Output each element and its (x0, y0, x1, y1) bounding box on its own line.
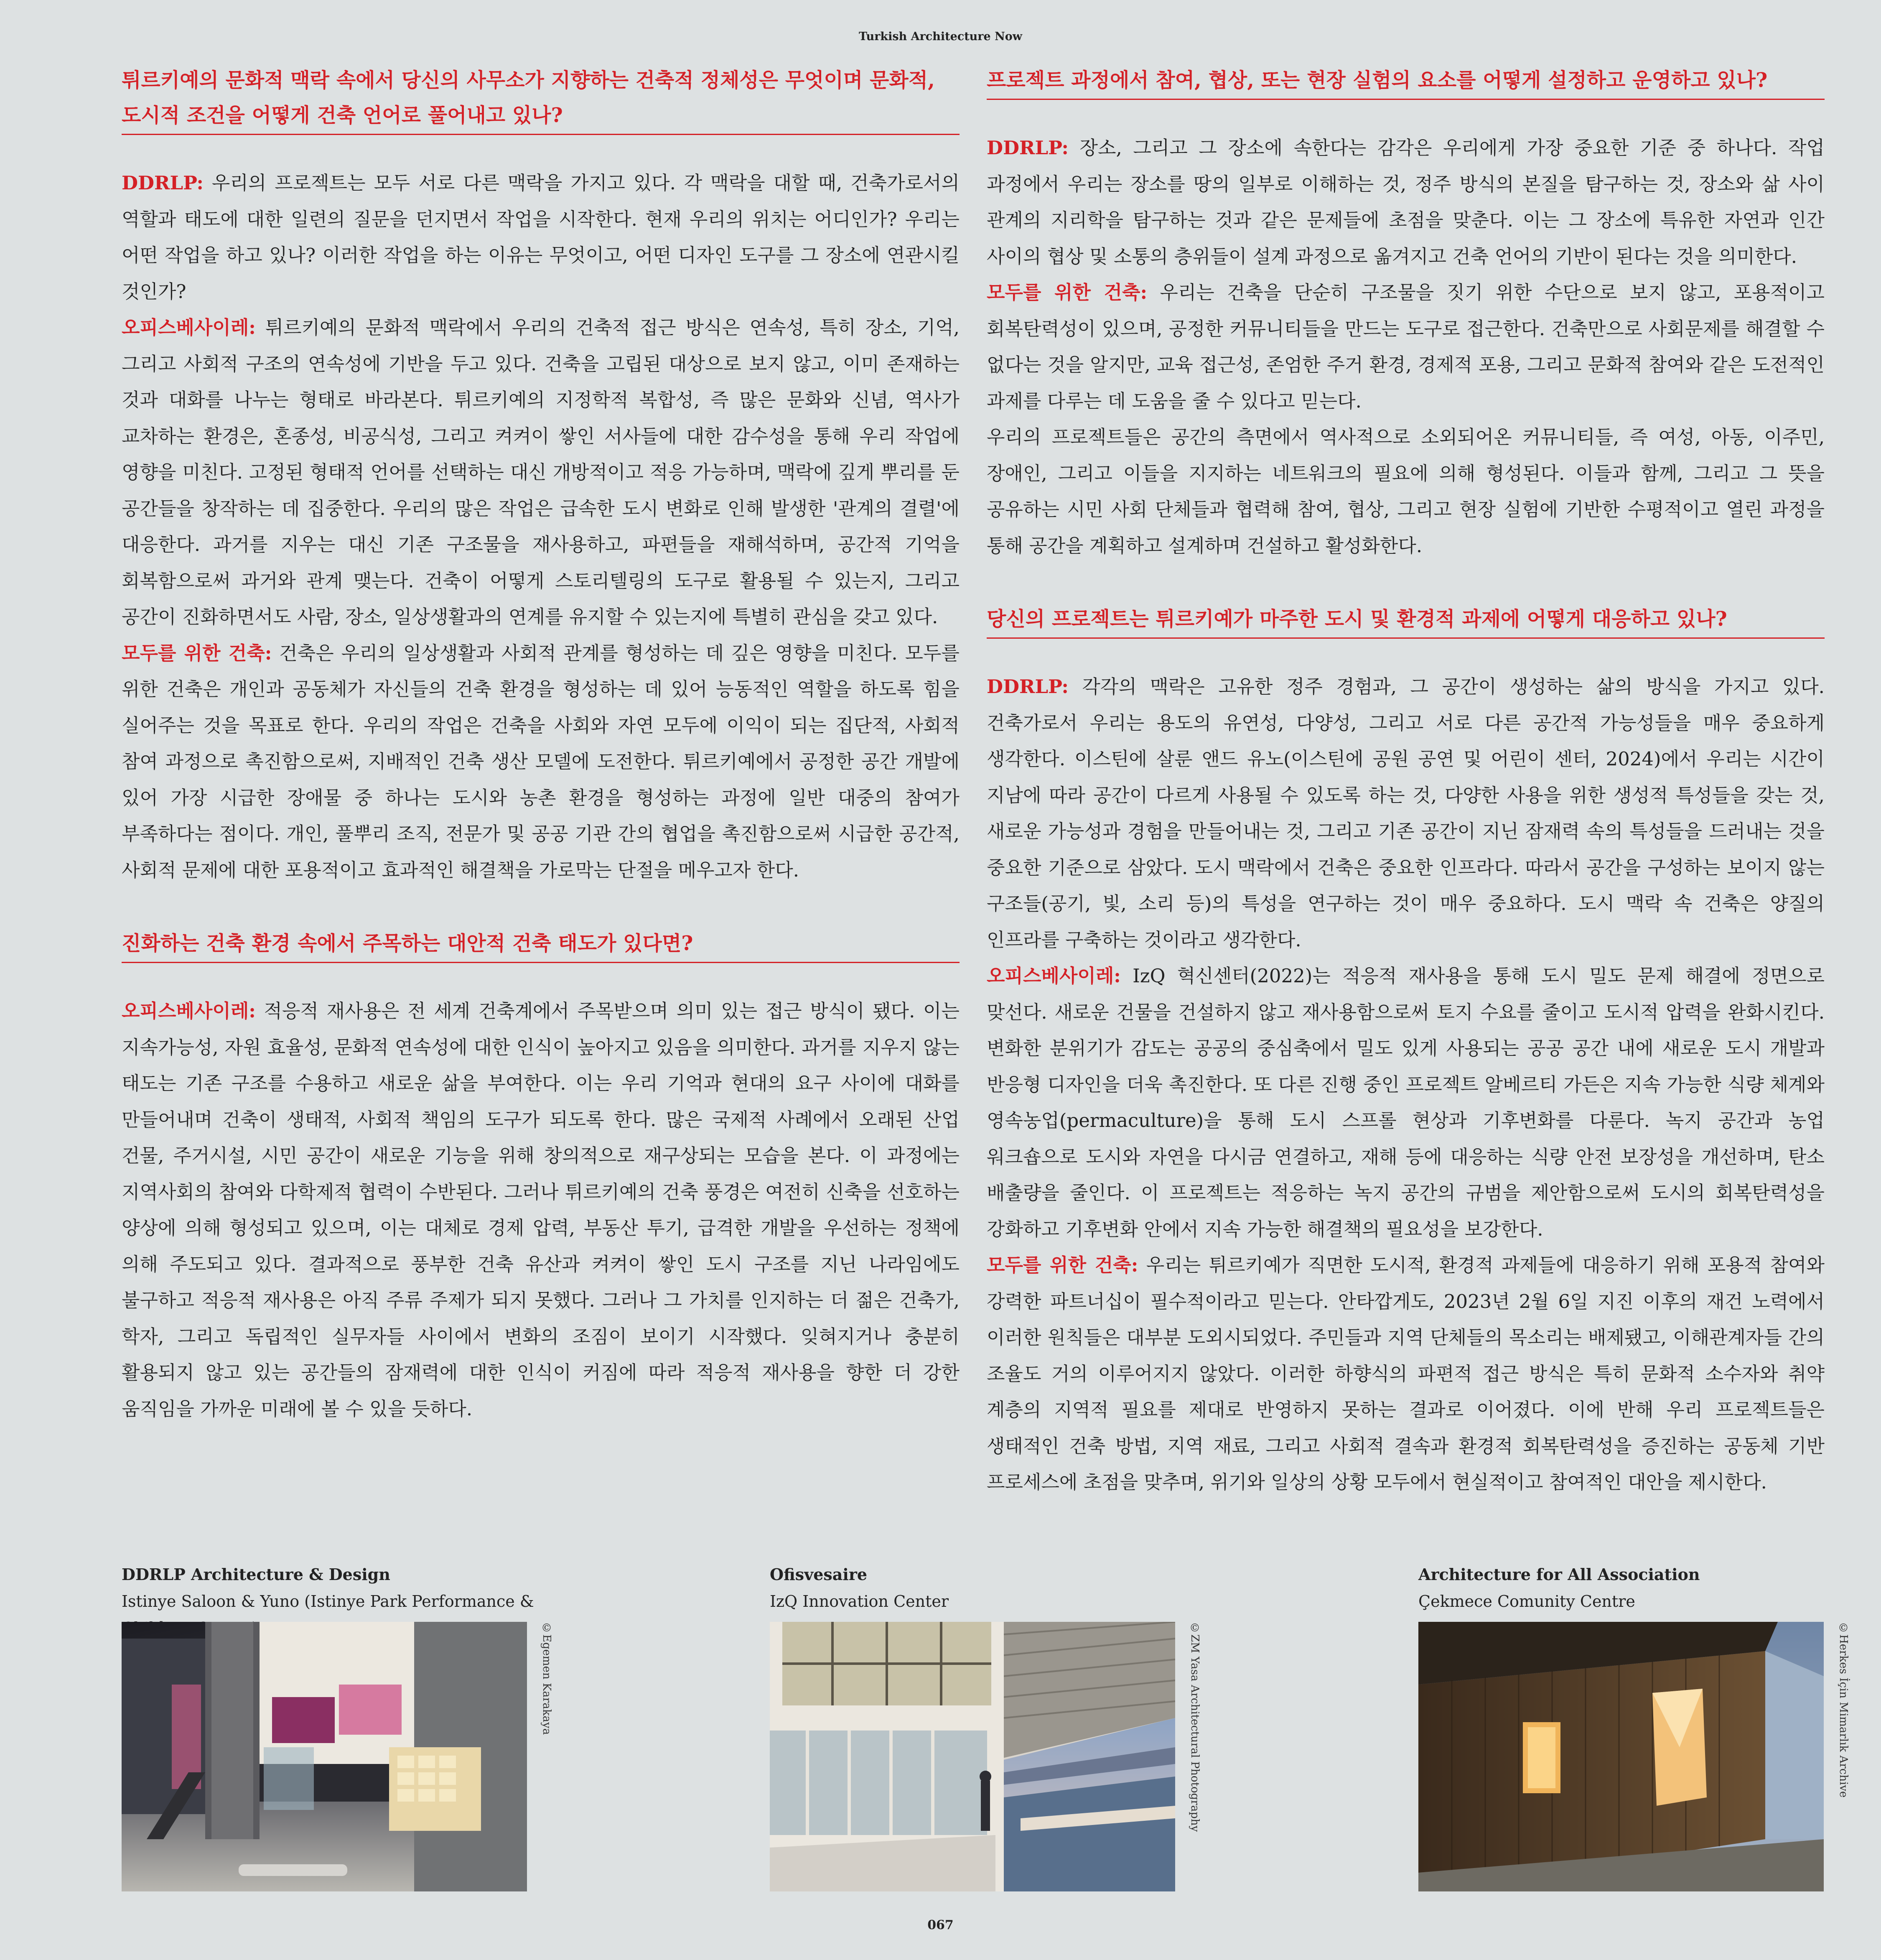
community-centre-photo (1418, 1622, 1824, 1891)
project-photo (770, 1622, 1175, 1891)
project-photo (122, 1622, 527, 1891)
page-number: 067 (927, 1918, 954, 1932)
answer-paragraph (987, 130, 1825, 275)
answer-paragraph (987, 1247, 1825, 1501)
figure-caption (770, 1561, 1188, 1615)
speaker-label: 모두를 위한 건축: (122, 642, 272, 664)
answer-text: 우리의 프로젝트는 모두 서로 다른 맥락을 가지고 있다. 각 맥락을 대할 때, 건축가로서의 역할과 태도에 대한 일련의 질문을 던지면서 작업을 시작한다. 현재 우리의 위치는 어디인가? 우리는 어떤 작업을 하고 있나? 이러한 작업을 하는 이유는 무엇이고, 어떤 디자인 도구를 그 장소에 연관시킬 것인가? (122, 172, 960, 303)
left-column (122, 63, 960, 1427)
question-heading: 프로젝트 과정에서 참여, 협상, 또는 현장 실험의 요소를 어떻게 설정하고 운영하고 있나? (987, 63, 1825, 100)
speaker-label: DDRLP: (987, 137, 1069, 159)
answer-text: 건축은 우리의 일상생활과 사회적 관계를 형성하는 데 깊은 영향을 미친다. 모두를 위한 건축은 개인과 공동체가 자신들의 건축 환경을 형성하는 데 있어 능동적인 역할을 하도록 힘을 실어주는 것을 목표로 한다. 우리의 작업은 건축을 사회와 자연 모두에 이익이 되는 집단적, 사회적 참여 과정으로 촉진함으로써, 지배적인 건축 생산 모델에 도전한다. 튀르키예에서 공정한 공간 개발에 있어 가장 시급한 장애물 중 하나는 도시와 농촌 환경을 형성하는 과정에 일반 대중의 참여가 부족하다는 점이다. 개인, 풀뿌리 조직, 전문가 및 공공 기관 간의 협업을 촉진함으로써 시급한 공간적, 사회적 문제에 대한 포용적이고 효과적인 해결책을 가로막는 단절을 메우고자 한다. (122, 642, 960, 881)
innovation-center-photo (770, 1622, 1175, 1891)
speaker-label: 모두를 위한 건축: (987, 1254, 1138, 1276)
answer-text: 적응적 재사용은 전 세계 건축계에서 주목받으며 의미 있는 접근 방식이 됐다. 이는 지속가능성, 자원 효율성, 문화적 연속성에 대한 인식이 높아지고 있음을 의미한다. 과거를 지우지 않는 태도는 기존 구조를 수용하고 새로운 삶을 부여한다. 이는 우리 기억과 현대의 요구 사이에 대화를 만들어내며 건축이 생태적, 사회적 책임의 도구가 되도록 한다. 많은 국제적 사례에서 오래된 산업 건물, 주거시설, 시민 공간이 새로운 기능을 위해 창의적으로 재구상되는 모습을 본다. 이 과정에는 지역사회의 참여와 다학제적 협력이 수반된다. 그러나 튀르키예의 건축 풍경은 여전히 신축을 선호하는 양상에 의해 형성되고 있으며, 이는 대체로 경제 압력, 부동산 투기, 급격한 개발을 우선하는 정책에 의해 주도되고 있다. 결과적으로 풍부한 건축 유산과 켜켜이 쌓인 도시 구조를 지닌 나라임에도 불구하고 적응적 재사용은 아직 주류 주제가 되지 못했다. 그러나 그 가치를 인지하는 더 젊은 건축가, 학자, 그리고 독립적인 실무자들 사이에서 변화의 조짐이 보이기 시작했다. 잊혀지거나 충분히 활용되지 않고 있는 공간들의 잠재력에 대한 인식이 커짐에 따라 적응적 재사용을 향한 더 강한 움직임을 가까운 미래에 볼 수 있을 듯하다. (122, 1000, 960, 1420)
answer-text: 각각의 맥락은 고유한 정주 경험과, 그 공간이 생성하는 삶의 방식을 가지고 있다. 건축가로서 우리는 용도의 유연성, 다양성, 그리고 서로 다른 공간적 가능성들을 매우 중요하게 생각한다. 이스틴에 살룬 앤드 유노(이스틴에 공원 공연 및 어린이 센터, 2024)에서 우리는 시간이 지남에 따라 공간이 다르게 사용될 수 있도록 하는 것, 다양한 사용을 위한 생성적 특성들을 갖는 것, 새로운 가능성과 경험을 만들어내는 것, 그리고 기존 공간이 지닌 잠재력 속의 특성들을 드러내는 것을 중요한 기준으로 삼았다. 도시 맥락에서 건축은 중요한 인프라다. 따라서 공간을 구성하는 보이지 않는 구조들(공기, 빛, 소리 등)의 특성을 연구하는 것이 매우 중요하다. 도시 맥락 속 건축은 양질의 인프라를 구축하는 것이라고 생각한다. (987, 675, 1825, 951)
running-head: Turkish Architecture Now (858, 30, 1023, 43)
project-photo (1418, 1622, 1824, 1891)
answer-text: 우리는 튀르키예가 직면한 도시적, 환경적 과제들에 대응하기 위해 포용적 참여와 강력한 파트너십이 필수적이라고 믿는다. 안타깝게도, 2023년 2월 6일 지진 이후의 재건 노력에서 이러한 원칙들은 대부분 도외시되었다. 주민들과 지역 단체들의 목소리는 배제됐고, 이해관계자들 간의 조율도 거의 이루어지지 않았다. 이러한 하향식의 파편적 접근 방식은 특히 문화적 소수자와 취약 계층의 지역적 필요를 제대로 반영하지 못하는 결과로 이어졌다. 이에 반해 우리 프로젝트들은 생태적인 건축 방법, 지역 재료, 그리고 사회적 결속과 환경적 회복탄력성을 증진하는 공동체 기반 프로세스에 초점을 맞추며, 위기와 일상의 상황 모두에서 현실적이고 참여적인 대안을 제시한다. (987, 1254, 1825, 1493)
answer-paragraph (987, 419, 1825, 564)
lobby-interior-photo (122, 1622, 527, 1891)
answer-paragraph (122, 310, 960, 635)
speaker-label: 모두를 위한 건축: (987, 281, 1148, 303)
answer-text: 장소, 그리고 그 장소에 속한다는 감각은 우리에게 가장 중요한 기준 중 하나다. 작업 과정에서 우리는 장소를 땅의 일부로 이해하는 것, 정주 방식의 본질을 탐구하는 것, 장소와 삶 사이 관계의 지리학을 탐구하는 것과 같은 문제들에 초점을 맞춘다. 이는 그 장소에 특유한 자연과 인간 사이의 협상 및 소통의 층위들이 설계 과정으로 옮겨지고 건축 언어의 기반이 된다는 것을 의미한다. (987, 137, 1825, 268)
answer-text: 튀르키예의 문화적 맥락에서 우리의 건축적 접근 방식은 연속성, 특히 장소, 기억, 그리고 사회적 구조의 연속성에 기반을 두고 있다. 건축을 고립된 대상으로 보지 않고, 이미 존재하는 것과 대화를 나누는 형태로 바라본다. 튀르키예의 지정학적 복합성, 즉 많은 문화와 신념, 역사가 교차하는 환경은, 혼종성, 비공식성, 그리고 켜켜이 쌓인 서사들에 대한 감수성을 통해 우리 작업에 영향을 미친다. 고정된 형태적 언어를 선택하는 대신 개방적이고 적응 가능하며, 맥락에 깊게 뿌리를 둔 공간들을 창작하는 데 집중한다. 우리의 많은 작업은 급속한 도시 변화로 인해 발생한 '관계의 결렬'에 대응한다. 과거를 지우는 대신 기존 구조물을 재사용하고, 파편들을 재해석하며, 공간적 기억을 회복함으로써 과거와 관계 맺는다. 건축이 어떻게 스토리텔링의 도구로 활용될 수 있는지, 그리고 공간이 진화하면서도 사람, 장소, 일상생활과의 연계를 유지할 수 있는지에 특별히 관심을 갖고 있다. (122, 316, 960, 628)
answer-paragraph (122, 635, 960, 889)
answer-paragraph (987, 275, 1825, 419)
speaker-label: 오피스베사이레: (122, 1000, 256, 1022)
speaker-label: DDRLP: (122, 172, 204, 194)
speaker-label: 오피스베사이레: (987, 965, 1121, 987)
speaker-label: DDRLP: (987, 675, 1069, 698)
project-name: Çekmece Comunity Centre (1418, 1592, 1635, 1611)
studio-name: Architecture for All Association (1418, 1565, 1700, 1584)
question-heading: 진화하는 건축 환경 속에서 주목하는 대안적 건축 태도가 있다면? (122, 926, 960, 963)
right-column (987, 63, 1825, 1501)
answer-paragraph (122, 993, 960, 1427)
speaker-label: 오피스베사이레: (122, 316, 256, 339)
photo-credit: ©ZM Yasa Architectural Photography (1189, 1622, 1201, 1832)
project-name: Istinye Saloon & Yuno (Istinye Park Performance & (122, 1592, 534, 1611)
photo-credit: ©Herkes İçin Mimarlık Archive (1837, 1622, 1850, 1798)
studio-name: DDRLP Architecture & Design (122, 1565, 390, 1584)
question-heading: 당신의 프로젝트는 튀르키예가 마주한 도시 및 환경적 과제에 어떻게 대응하고 있나? (987, 602, 1825, 639)
answer-paragraph (987, 669, 1825, 958)
photo-credit: ©Egemen Karakaya (540, 1622, 553, 1735)
studio-name: Ofisvesaire (770, 1565, 868, 1584)
figure-caption (1418, 1561, 1836, 1615)
answer-text: 우리는 건축을 단순히 구조물을 짓기 위한 수단으로 보지 않고, 포용적이고 회복탄력성이 있으며, 공정한 커뮤니티들을 만드는 도구로 접근한다. 건축만으로 사회문제를 해결할 수 없다는 것을 알지만, 교육 접근성, 존엄한 주거 환경, 경제적 포용, 그리고 문화적 참여와 같은 도전적인 과제를 다루는 데 도움을 줄 수 있다고 믿는다. (987, 281, 1825, 412)
question-heading: 튀르키예의 문화적 맥락 속에서 당신의 사무소가 지향하는 건축적 정체성은 무엇이며 문화적, 도시적 조건을 어떻게 건축 언어로 풀어내고 있나? (122, 63, 960, 135)
answer-paragraph (122, 165, 960, 310)
answer-paragraph (987, 958, 1825, 1247)
project-name: IzQ Innovation Center (770, 1592, 949, 1611)
answer-text: IzQ 혁신센터(2022)는 적응적 재사용을 통해 도시 밀도 문제 해결에 정면으로 맞선다. 새로운 건물을 건설하지 않고 재사용함으로써 토지 수요를 줄이고 도시적 압력을 완화시킨다. 변화한 분위기가 감도는 공공의 중심축에서 밀도 있게 사용되는 공공 공간 내에 새로운 도시 개발과 반응형 디자인을 더욱 촉진한다. 또 다른 진행 중인 프로젝트 알베르티 가든은 지속 가능한 식량 체계와 영속농업(permaculture)을 통해 도시 스프롤 현상과 기후변화를 다룬다. 녹지 공간과 농업 워크숍으로 도시와 자연을 다시금 연결하고, 재해 등에 대응하는 식량 안전 보장성을 개선하며, 탄소 배출량을 줄인다. 이 프로젝트는 적응하는 녹지 공간의 규범을 제안함으로써 도시의 회복탄력성을 강화하고 기후변화 안에서 지속 가능한 해결책의 필요성을 보강한다. (987, 965, 1825, 1240)
answer-text: 우리의 프로젝트들은 공간의 측면에서 역사적으로 소외되어온 커뮤니티들, 즉 여성, 아동, 이주민, 장애인, 그리고 이들을 지지하는 네트워크의 필요에 의해 형성된다. 이들과 함께, 그리고 그 뜻을 공유하는 시민 사회 단체들과 협력해 참여, 협상, 그리고 현장 실험에 기반한 수평적이고 열린 과정을 통해 공간을 계획하고 설계하며 건설하고 활성화한다. (987, 426, 1825, 557)
